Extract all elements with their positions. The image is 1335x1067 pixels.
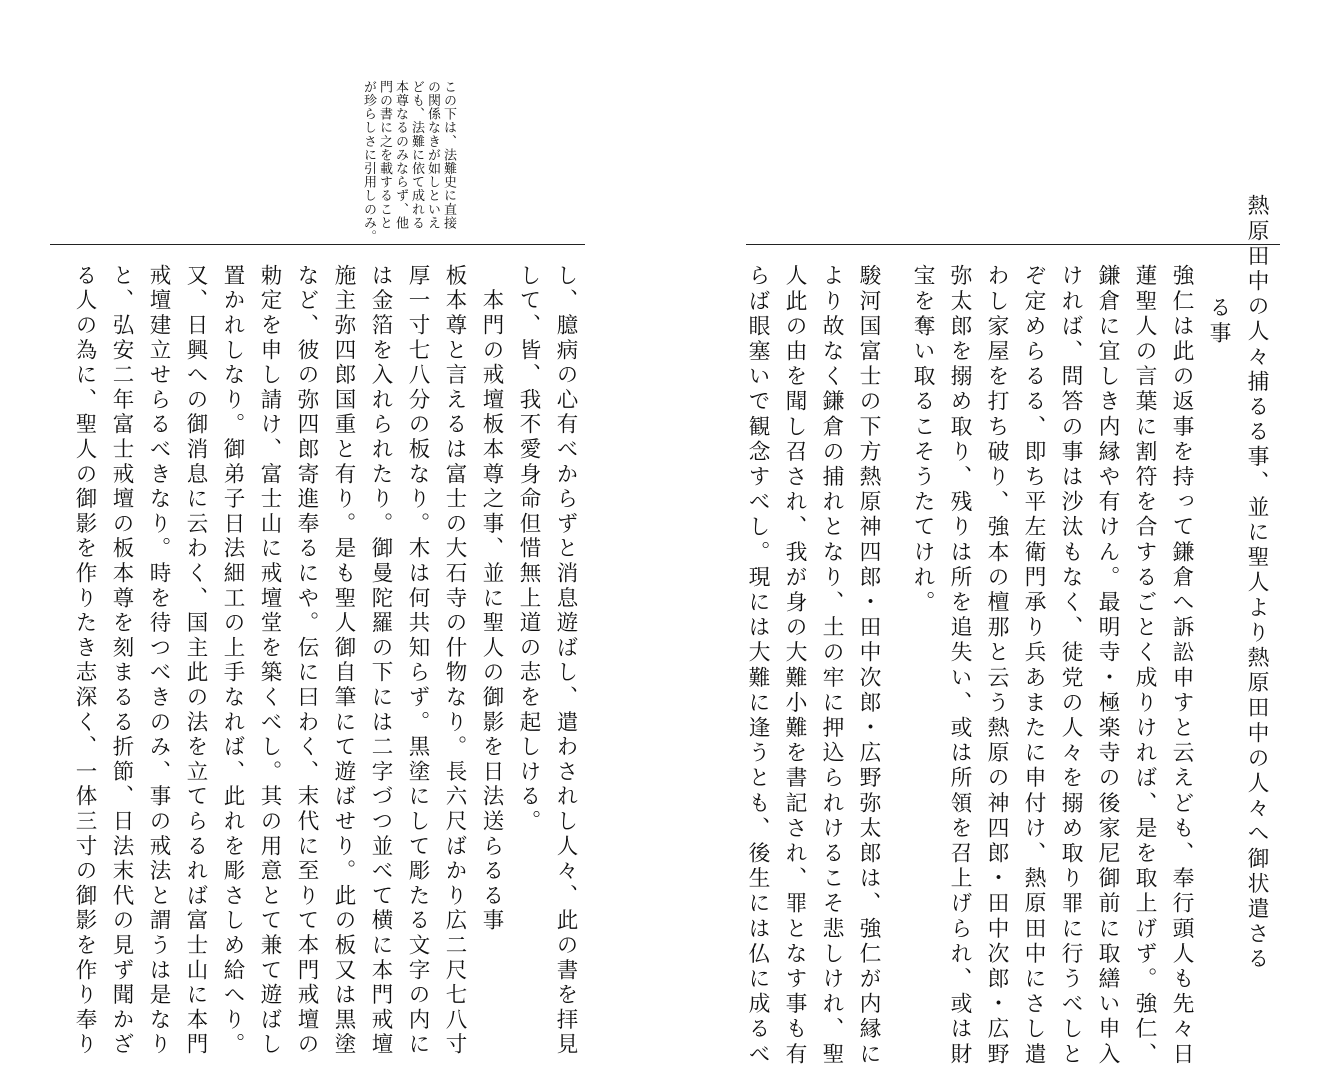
note-line: の関係なきが如しといえ bbox=[425, 80, 440, 230]
left-page bbox=[0, 0, 668, 1058]
text-line: らば眼塞いで観念すべし。現には大難に逢うとも、後生には仏に成るべ bbox=[745, 264, 770, 1067]
header-rule-right bbox=[746, 244, 1280, 245]
text-line: 弥太郎を搦め取り、残りは所を追失い、或は所領を召上げられ、或は財 bbox=[947, 264, 972, 1067]
text-line: 強仁は此の返事を持って鎌倉へ訴訟申すと云えども、奉行頭人も先々日 bbox=[1169, 264, 1194, 1067]
text-line: 置かれしなり。御弟子日法細工の上手なれば、此れを彫さしめ給へり。 bbox=[220, 264, 245, 1058]
text-line: 蓮聖人の言葉に割符を合するごとく成りければ、是を取上げず。強仁、 bbox=[1132, 264, 1157, 1067]
note-line: が珍らしさに引用しのみ。 bbox=[361, 80, 376, 244]
text-line: 戒壇建立せらるべきなり。時を待つべきのみ、事の戒法と謂うは是なり bbox=[146, 264, 171, 1058]
text-line: ければ、問答の事は沙汰もなく、徒党の人々を搦め取り罪に行うべしと bbox=[1058, 264, 1083, 1067]
text-line: など、彼の弥四郎寄進奉るにや。伝に曰わく、末代に至りて本門戒壇の bbox=[294, 264, 319, 1058]
text-line: 鎌倉に宜しき内縁や有けん。最明寺・極楽寺の後家尼御前に取繕い申入 bbox=[1095, 264, 1120, 1067]
note-line: ども、法難に依て成れる bbox=[409, 80, 424, 230]
right-page bbox=[668, 0, 1335, 1067]
header-rule-left bbox=[50, 244, 585, 245]
note-line: この下は、法難史に直接 bbox=[441, 80, 456, 230]
text-line: 駿河国富士の下方熱原神四郎・田中次郎・広野弥太郎は、強仁が内縁に bbox=[856, 264, 881, 1067]
text-line: より故なく鎌倉の捕れとなり、土の牢に押込られけるこそ悲しけれ、聖 bbox=[819, 264, 844, 1067]
text-line: 宝を奪い取るこそうたてけれ。 bbox=[910, 264, 935, 616]
text-line: わし家屋を打ち破り、強本の檀那と云う熱原の神四郎・田中次郎・広野 bbox=[984, 264, 1009, 1067]
text-line: 勅定を申し請け、富士山に戒壇堂を築くべし。其の用意とて兼て遊ばし bbox=[257, 264, 282, 1058]
note-line: 門の書に之を載すること bbox=[377, 80, 392, 230]
text-line: 人此の由を聞し召され、我が身の大難小難を書記され、罪となす事も有 bbox=[782, 264, 807, 1067]
text-line: は金箔を入れられたり。御曼陀羅の下には二字づつ並べて横に本門戒壇 bbox=[368, 264, 393, 1058]
text-line: と、弘安二年富士戒壇の板本尊を刻まるる折節、日法末代の見ず聞かざ bbox=[109, 264, 134, 1058]
section-heading: 熱原田中の人々捕るる事、並に聖人より熱原田中の人々へ御状遣さる bbox=[1244, 194, 1269, 973]
text-line: し、臆病の心有べからずと消息遊ばし、遣わされし人々、此の書を拝見 bbox=[553, 264, 578, 1058]
text-line: る人の為に、聖人の御影を作りたき志深く、一体三寸の御影を作り奉り bbox=[72, 264, 97, 1058]
section-heading: る事 bbox=[1206, 296, 1231, 347]
text-line: 施主弥四郎国重と有り。是も聖人御自筆にて遊ばせり。此の板又は黒塗 bbox=[331, 264, 356, 1058]
text-line: ぞ定めらるる、即ち平左衛門承り兵あまたに申付け、熱原田中にさし遣 bbox=[1021, 264, 1046, 1067]
note-line: 本尊なるのみならず、他 bbox=[393, 80, 408, 230]
text-line: 板本尊と言えるは富士の大石寺の什物なり。長六尺ばかり広二尺七八寸 bbox=[442, 264, 467, 1058]
section-heading: 本門の戒壇板本尊之事、並に聖人の御影を日法送らるる事 bbox=[479, 264, 504, 934]
text-line: して、皆、我不愛身命但惜無上道の志を起しける。 bbox=[516, 264, 541, 835]
text-line: 厚一寸七八分の板なり。木は何共知らず。黒塗にして彫たる文字の内に bbox=[405, 264, 430, 1058]
text-line: 又、日興への御消息に云わく、国主此の法を立てらるれば富士山に本門 bbox=[183, 264, 208, 1058]
